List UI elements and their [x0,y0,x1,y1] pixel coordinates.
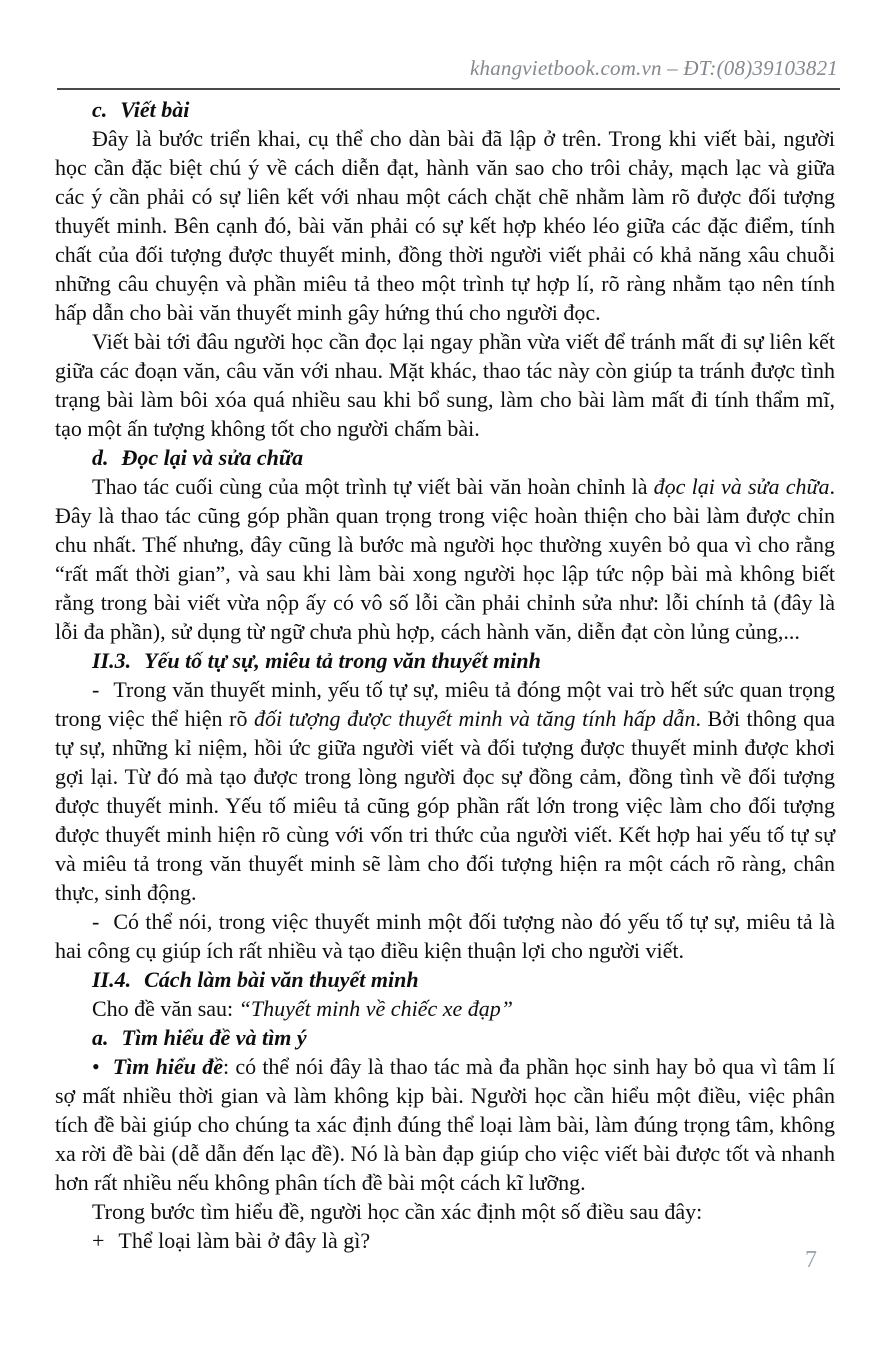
heading-marker: a. [92,1025,109,1050]
list-marker: - [92,909,100,934]
text-run: Có thể nói, trong việc thuyết minh một đối tượng nào đó yếu tố tự sự, miêu tả là hai công cụ giúp ích rất nhiều và tạo điều kiện thuận lợi cho người viết. [55,909,835,963]
text-run: Trong văn thuyết minh, yếu tố tự sự, miêu tả đóng một vai trò hết sức quan trọng trong việc thể hiện rõ [55,677,835,731]
text-run: Cho đề văn sau: [92,996,239,1021]
list-marker: - [92,677,100,702]
content [55,95,835,1255]
text-run: Yếu tố tự sự, miêu tả trong văn thuyết minh [144,648,541,673]
heading-ii3-yeu-to-tu-su [55,646,835,675]
text-run: Đọc lại và sửa chữa [121,445,304,470]
text-run: Tìm hiểu đề [112,1054,223,1079]
dash-paragraph-yeu-to-2 [55,907,835,965]
heading-c-viet-bai [55,95,835,124]
text-run: . Đây là thao tác cũng góp phần quan trọng trong việc hoàn thiện cho bài làm được chỉn chu nhất. Thế nhưng, đây cũng là bước mà người học thường xuyên bỏ qua vì cho rằng “rất mất thời gian”, và sau khi làm bài xong người học lập tức nộp bài mà không biết rằng trong bài viết vừa nộp ấy có vô số lỗi cần phải chỉnh sửa như: lỗi chính tả (đây là lỗi đa phần), sử dụng từ ngữ chưa phù hợp, cách hành văn, diễn đạt còn lủng củng,... [55,474,835,644]
heading-marker: c. [92,97,108,122]
header-rule [57,88,840,90]
paragraph-trong-buoc-tim-hieu-de [55,1197,835,1226]
heading-marker: d. [92,445,109,470]
text-run: Thao tác cuối cùng của một trình tự viết bài văn hoàn chỉnh là [92,474,654,499]
text-run: Thể loại làm bài ở đây là gì? [118,1228,371,1253]
list-marker: • [92,1054,100,1079]
paragraph-viet-bai-1 [55,124,835,327]
text-run: đối tượng được thuyết minh và tăng tính hấp dẫn [254,706,696,731]
text-run: “Thuyết minh về chiếc xe đạp” [238,996,513,1021]
heading-ii4-cach-lam-bai [55,965,835,994]
text-run: . Bởi thông qua tự sự, những kỉ niệm, hồi ức giữa người viết và đối tượng được thuyết minh được khơi gợi lại. Từ đó mà tạo được trong lòng người đọc sự đồng cảm, đồng tình về đối tượng được thuyết minh. Yếu tố miêu tả cũng góp phần rất lớn trong việc làm cho đối tượng được thuyết minh hiện rõ cùng với vốn tri thức của người viết. Kết hợp hai yếu tố tự sự và miêu tả trong văn thuyết minh sẽ làm cho đối tượng hiện ra một cách rõ ràng, chân thực, sinh động. [55,706,835,905]
heading-a-tim-hieu-de [55,1023,835,1052]
bullet-paragraph-tim-hieu-de [55,1052,835,1197]
plus-item-the-loai [55,1226,835,1255]
text-run: Viết bài [120,97,190,122]
paragraph-doc-lai [55,472,835,646]
header-website-phone: khangvietbook.com.vn – ĐT:(08)39103821 [469,56,838,80]
text-run: : có thể nói đây là thao tác mà đa phần học sinh hay bỏ qua vì tâm lí sợ mất nhiều thời gian và làm không kịp bài. Người học cần hiểu một điều, việc phân tích đề bài giúp cho chúng ta xác định đúng thể loại làm bài, làm đúng trọng tâm, không xa rời đề bài (dễ dẫn đến lạc đề). Nó là bàn đạp giúp cho việc viết bài được tốt và nhanh hơn rất nhiều nếu không phân tích đề bài một cách kĩ lưỡng. [55,1054,835,1195]
heading-d-doc-lai-va-sua-chua [55,443,835,472]
paragraph-viet-bai-2 [55,327,835,443]
list-marker: + [92,1228,105,1253]
text-run: đọc lại và sửa chữa [653,474,830,499]
heading-marker: II.3. [92,648,132,673]
text-run: Tìm hiểu đề và tìm ý [121,1025,307,1050]
text-run: Đây là bước triển khai, cụ thể cho dàn bài đã lập ở trên. Trong khi viết bài, người học cần đặc biệt chú ý về cách diễn đạt, hành văn sao cho trôi chảy, mạch lạc và giữa các ý cần phải có sự liên kết với nhau một cách chặt chẽ nhằm làm rõ được đối tượng thuyết minh. Bên cạnh đó, bài văn phải có sự kết hợp khéo léo giữa các đặc điểm, tính chất của đối tượng được thuyết minh, đồng thời người viết phải có khả năng xâu chuỗi những câu chuyện và phần miêu tả theo một trình tự hợp lí, rõ ràng nhằm tạo nên tính hấp dẫn cho bài văn thuyết minh gây hứng thú cho người đọc. [55,126,835,325]
page-number: 7 [805,1247,817,1273]
text-run: Trong bước tìm hiểu đề, người học cần xác định một số điều sau đây: [92,1199,703,1224]
paragraph-cho-de-van [55,994,835,1023]
dash-paragraph-yeu-to-1 [55,675,835,907]
text-run: Cách làm bài văn thuyết minh [144,967,419,992]
text-run: Viết bài tới đâu người học cần đọc lại ngay phần vừa viết để tránh mất đi sự liên kết giữa các đoạn văn, câu văn với nhau. Mặt khác, thao tác này còn giúp ta tránh được tình trạng bài làm bôi xóa quá nhiều sau khi bổ sung, làm cho bài làm mất đi tính thẩm mĩ, tạo một ấn tượng không tốt cho người chấm bài. [55,329,835,441]
heading-marker: II.4. [92,967,132,992]
